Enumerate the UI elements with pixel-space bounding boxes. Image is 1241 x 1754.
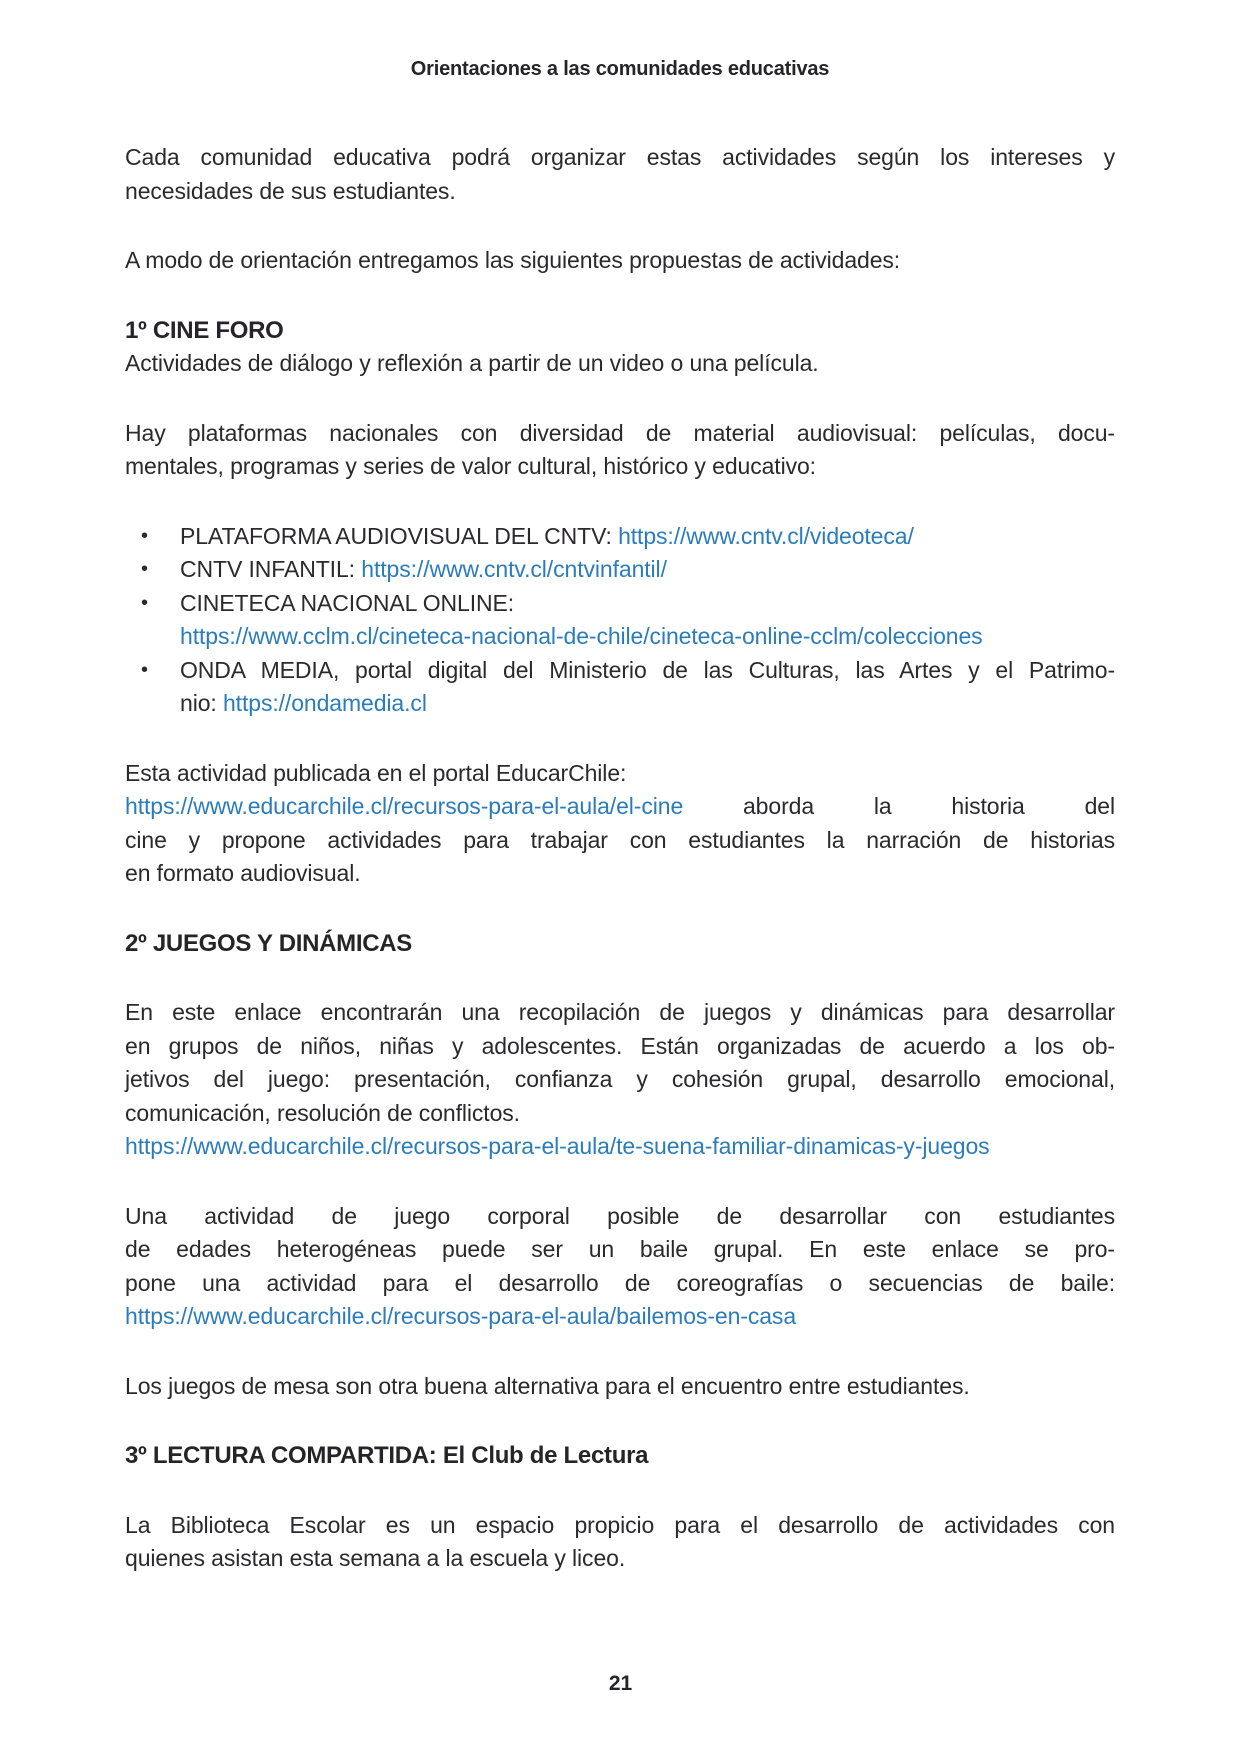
text-line xyxy=(125,857,1115,891)
text-segment: en formato audiovisual. xyxy=(125,860,361,886)
text-line xyxy=(180,553,1115,587)
text-segment: La Biblioteca Escolar es un espacio propicio para el desarrollo de actividades con xyxy=(125,1511,1115,1538)
text-line xyxy=(125,347,1115,381)
text-line xyxy=(180,687,1115,721)
text-segment: necesidades de sus estudiantes. xyxy=(125,177,456,204)
text-segment: Esta actividad publicada en el portal EducarChile: xyxy=(125,759,627,786)
text-line xyxy=(125,1267,1115,1301)
text-line xyxy=(125,1130,1115,1164)
paragraph xyxy=(125,996,1115,1164)
text-segment: pone una actividad para el desarrollo de coreografías o secuencias de baile: xyxy=(125,1269,1115,1296)
text-line xyxy=(125,141,1115,175)
bullet-item xyxy=(125,587,1115,654)
text-segment: de edades heterogéneas puede ser un baile grupal. En este enlace se pro- xyxy=(125,1236,1115,1262)
bullet-icon: • xyxy=(141,658,149,681)
paragraph xyxy=(125,1200,1115,1334)
page-header-title: Orientaciones a las comunidades educativas xyxy=(410,58,830,80)
paragraph xyxy=(125,1509,1115,1576)
bullet-text xyxy=(180,654,1115,721)
text-line xyxy=(125,1542,1115,1576)
paragraph xyxy=(125,1370,1115,1404)
section-heading: 2º JUEGOS Y DINÁMICAS xyxy=(125,929,412,957)
text-line xyxy=(180,654,1115,688)
text-segment: A modo de orientación entregamos las siguientes propuestas de actividades: xyxy=(125,247,901,273)
bullet-text xyxy=(180,587,1115,654)
text-line xyxy=(125,1509,1115,1543)
text-segment: comunicación, resolución de conflictos. xyxy=(125,1099,520,1126)
bullet-item xyxy=(125,654,1115,721)
bullet-icon: • xyxy=(141,591,149,614)
section-heading: 1º CINE FORO xyxy=(125,316,284,344)
text-segment: Actividades de diálogo y reflexión a partir de un video o una película. xyxy=(125,350,819,376)
text-line xyxy=(125,1233,1115,1267)
bullet-text xyxy=(180,553,1115,587)
hyperlink[interactable]: https://www.cntv.cl/cntvinfantil/ xyxy=(361,556,667,582)
paragraph xyxy=(125,417,1115,484)
bullet-icon: • xyxy=(141,524,149,547)
text-segment: mentales, programas y series de valor cultural, histórico y educativo: xyxy=(125,453,816,479)
bullet-text xyxy=(180,520,1115,554)
text-segment: ONDA MEDIA, portal digital del Ministerio de las Culturas, las Artes y el Patrimo- xyxy=(180,656,1115,683)
bullet-item xyxy=(125,520,1115,554)
text-line xyxy=(125,244,1115,278)
text-line xyxy=(125,1063,1115,1097)
text-segment: jetivos del juego: presentación, confianza y cohesión grupal, desarrollo emocional, xyxy=(125,1066,1115,1092)
bullet-icon: • xyxy=(141,558,149,580)
text-segment: En este enlace encontrarán una recopilación de juegos y dinámicas para desarrollar xyxy=(125,999,1115,1025)
text-segment: CINETECA NACIONAL ONLINE: xyxy=(180,589,515,616)
text-line xyxy=(125,175,1115,209)
text-line xyxy=(125,417,1115,451)
bullet-list xyxy=(125,520,1115,721)
hyperlink[interactable]: https://www.educarchile.cl/recursos-para-el-aula/el-cine xyxy=(125,793,684,819)
text-line xyxy=(180,520,1115,554)
text-line xyxy=(125,824,1115,858)
text-line xyxy=(125,1200,1115,1234)
text-segment: Cada comunidad educativa podrá organizar estas actividades según los intereses y xyxy=(125,144,1115,170)
text-segment: Una actividad de juego corporal posible de desarrollar con estudiantes xyxy=(125,1202,1115,1229)
paragraph xyxy=(125,347,1115,381)
text-segment: quienes asistan esta semana a la escuela y liceo. xyxy=(125,1545,626,1571)
text-line xyxy=(125,1300,1115,1334)
text-line xyxy=(125,1097,1115,1131)
hyperlink[interactable]: https://www.educarchile.cl/recursos-para-el-aula/bailemos-en-casa xyxy=(125,1303,797,1329)
bullet-item xyxy=(125,553,1115,587)
document-body xyxy=(125,141,1115,1576)
text-line xyxy=(125,790,1115,824)
text-line xyxy=(125,757,1115,791)
text-segment: Hay plataformas nacionales con diversidad de material audiovisual: películas, docu- xyxy=(125,419,1115,446)
page-number: 21 xyxy=(608,1672,633,1695)
text-segment: CNTV INFANTIL: xyxy=(180,556,362,582)
text-segment: cine y propone actividades para trabajar con estudiantes la narración de historias xyxy=(125,826,1115,853)
text-segment: en grupos de niños, niñas y adolescentes. Están organizadas de acuerdo a los ob- xyxy=(125,1032,1115,1059)
text-segment: PLATAFORMA AUDIOVISUAL DEL CNTV: xyxy=(180,522,619,549)
text-line xyxy=(125,1370,1115,1404)
text-line xyxy=(125,450,1115,484)
hyperlink[interactable]: https://www.educarchile.cl/recursos-para-el-aula/te-suena-familiar-dinamicas-y-juegos xyxy=(125,1133,990,1159)
hyperlink[interactable]: https://www.cclm.cl/cineteca-nacional-de-chile/cineteca-online-cclm/colecciones xyxy=(180,623,983,649)
section-heading: 3º LECTURA COMPARTIDA: El Club de Lectura xyxy=(125,1442,649,1469)
hyperlink[interactable]: https://www.cntv.cl/videoteca/ xyxy=(618,522,914,549)
text-segment: nio: xyxy=(180,690,223,716)
text-line xyxy=(180,587,1115,621)
hyperlink[interactable]: https://ondamedia.cl xyxy=(222,690,427,716)
text-segment: Los juegos de mesa son otra buena alternativa para el encuentro entre estudiantes. xyxy=(125,1372,970,1399)
text-line xyxy=(125,996,1115,1030)
paragraph xyxy=(125,141,1115,208)
paragraph xyxy=(125,244,1115,278)
text-line xyxy=(125,1030,1115,1064)
text-line xyxy=(180,620,1115,654)
text-segment: aborda la historia del xyxy=(683,793,1115,819)
paragraph xyxy=(125,757,1115,891)
